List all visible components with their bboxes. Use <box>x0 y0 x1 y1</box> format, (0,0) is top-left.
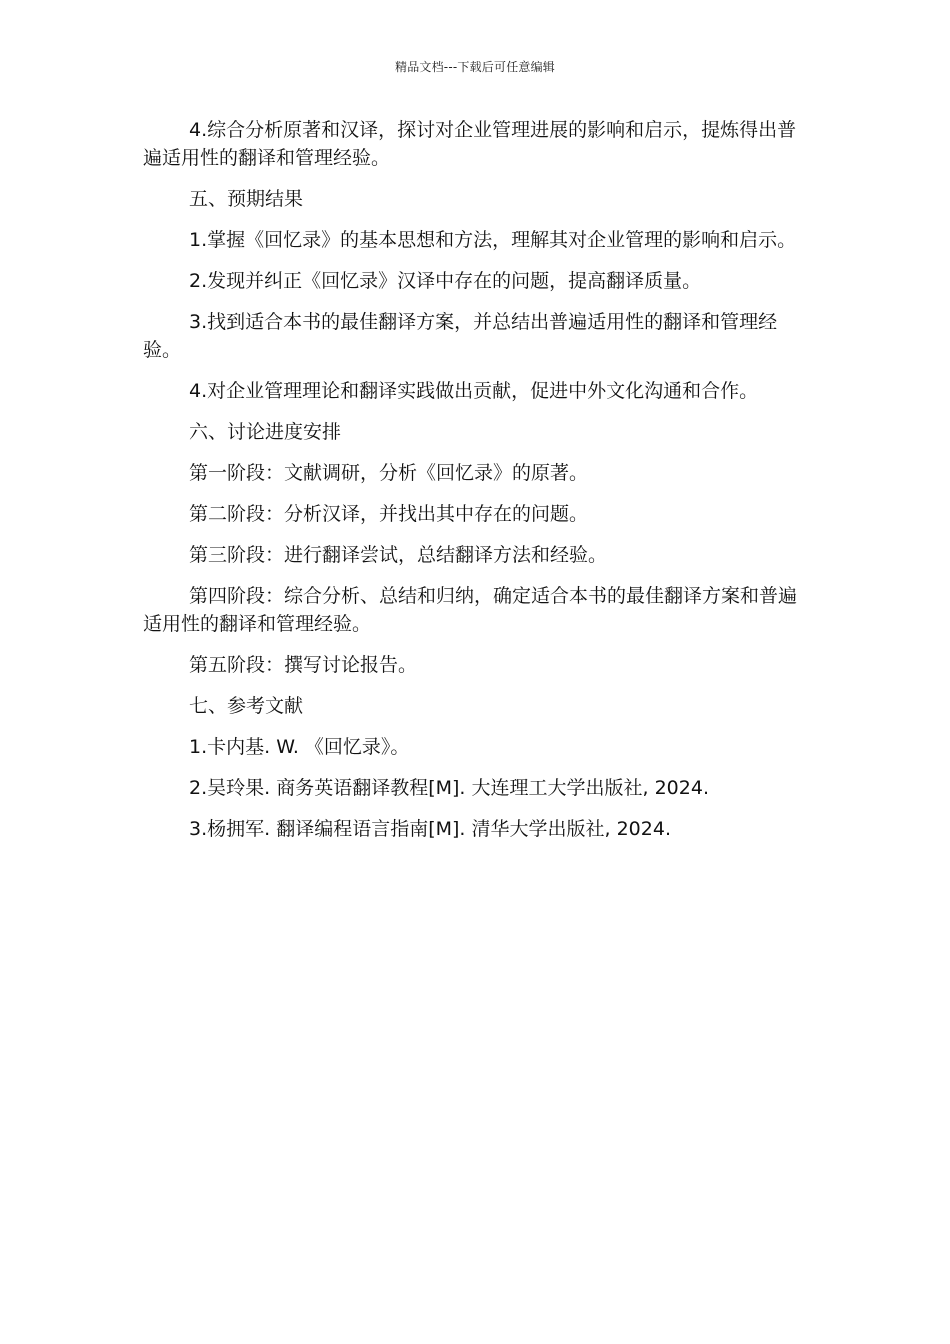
page-header: 精品文档---下载后可任意编辑 <box>395 60 555 74</box>
paragraph-result-2: 2.发现并纠正《回忆录》汉译中存在的问题，提高翻译质量。 <box>189 270 702 292</box>
paragraph-stage-4: 第四阶段：综合分析、总结和归纳，确定适合本书的最佳翻译方案和普遍适用性的翻译和管理经验。 <box>143 585 798 635</box>
document-body <box>143 116 808 856</box>
paragraph-result-1: 1.掌握《回忆录》的基本思想和方法，理解其对企业管理的影响和启示。 <box>189 229 797 251</box>
paragraph-result-4: 4.对企业管理理论和翻译实践做出贡献，促进中外文化沟通和合作。 <box>189 380 759 402</box>
section-heading-expected-results: 五、预期结果 <box>189 188 304 210</box>
paragraph-result-3: 3.找到适合本书的最佳翻译方案，并总结出普遍适用性的翻译和管理经验。 <box>143 311 778 361</box>
paragraph-stage-1: 第一阶段：文献调研，分析《回忆录》的原著。 <box>189 462 589 484</box>
reference-2: 2.吴玲果. 商务英语翻译教程[M]. 大连理工大学出版社, 2024. <box>189 777 709 799</box>
reference-3: 3.杨拥军. 翻译编程语言指南[M]. 清华大学出版社, 2024. <box>189 818 671 840</box>
paragraph-stage-3: 第三阶段：进行翻译尝试，总结翻译方法和经验。 <box>189 544 608 566</box>
reference-1: 1.卡内基. W. 《回忆录》。 <box>189 736 410 758</box>
section-heading-schedule: 六、讨论进度安排 <box>189 421 342 443</box>
section-heading-references: 七、参考文献 <box>189 695 304 717</box>
paragraph-stage-2: 第二阶段：分析汉译，并找出其中存在的问题。 <box>189 503 589 525</box>
paragraph-stage-5: 第五阶段：撰写讨论报告。 <box>189 654 418 676</box>
paragraph-goal-4: 4.综合分析原著和汉译，探讨对企业管理进展的影响和启示，提炼得出普遍适用性的翻译和管理经验。 <box>143 119 797 169</box>
